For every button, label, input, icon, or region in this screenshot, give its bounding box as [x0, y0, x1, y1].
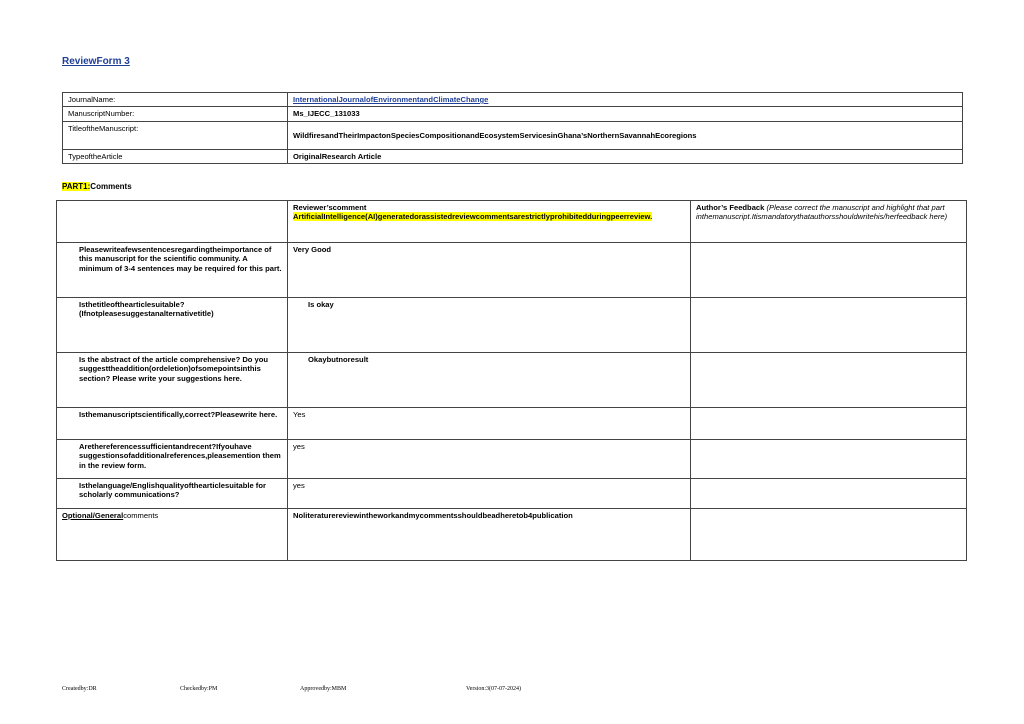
manuscript-info-table: [62, 92, 963, 164]
form-title: ReviewForm 3: [62, 56, 130, 67]
author-feedback-cell[interactable]: [691, 479, 967, 509]
journal-row: [63, 93, 963, 107]
comment-title: Is okay: [288, 298, 691, 353]
question-abstract: Is the abstract of the article comprehensive? Do you suggesttheaddition(ordeletion)ofsomepointsinthis section? Please write your suggestions here.: [57, 353, 288, 408]
question-references: Arethereferencessufficientandrecent?Ifyouhave suggestionsofadditionalreferences,pleasemention them in the review form.: [57, 440, 288, 479]
table-row: [57, 479, 967, 509]
comments-label: comments: [123, 511, 159, 520]
question-importance: Pleasewriteafewsentencesregardingtheimportance of this manuscript for the scientific community. A minimum of 3-4 sentences may be required for this part.: [57, 243, 288, 298]
author-feedback-cell[interactable]: [691, 243, 967, 298]
question-title: Isthetitleofthearticlesuitable? (Ifnotpleasesuggestanalternativetitle): [57, 298, 288, 353]
manuscript-number-label: ManuscriptNumber:: [63, 107, 288, 121]
comment-references: yes: [288, 440, 691, 479]
footer-created-by: Createdby:DR: [62, 686, 97, 692]
author-feedback-cell[interactable]: [691, 408, 967, 440]
footer-version: Version:3(07-07-2024): [466, 686, 521, 692]
question-language: Isthelanguage/Englishqualityofthearticlesuitable for scholarly communications?: [57, 479, 288, 509]
table-row: [57, 298, 967, 353]
part1-label: Comments: [90, 182, 132, 191]
manuscript-number-value: Ms_IJECC_131033: [288, 107, 963, 121]
comment-abstract: Okaybutnoresult: [288, 353, 691, 408]
comment-importance: Very Good: [288, 243, 691, 298]
header-empty-cell: [57, 201, 288, 243]
general-label: General: [94, 511, 124, 520]
optional-comment-text: Noliteraturereviewintheworkandmycommentsshouldbeadheretob4publication: [288, 509, 691, 561]
table-row: [57, 408, 967, 440]
optional-comments-label: [57, 509, 288, 561]
optional-comments-row: [57, 509, 967, 561]
part1-heading: [62, 182, 132, 191]
table-row: [57, 243, 967, 298]
reviewer-header-cell: [288, 201, 691, 243]
author-feedback-title: Author’s Feedback: [696, 203, 765, 212]
manuscript-number-row: [63, 107, 963, 121]
comment-language: yes: [288, 479, 691, 509]
optional-label: Optional: [62, 511, 93, 520]
author-feedback-cell[interactable]: [691, 440, 967, 479]
optional-separator: /: [92, 511, 95, 520]
table-row: [57, 353, 967, 408]
comment-scientific: Yes: [288, 408, 691, 440]
author-feedback-cell[interactable]: [691, 298, 967, 353]
footer-approved-by: Approvedby:MBM: [300, 686, 347, 692]
manuscript-title-row: [63, 121, 963, 149]
manuscript-title-value: WildfiresandTheirImpactonSpeciesCompositionandEcosystemServicesinGhana’sNorthernSavannahEcoregions: [288, 121, 963, 149]
part1-prefix: PART1:: [62, 182, 91, 191]
journal-label: JournalName:: [63, 93, 288, 107]
footer-checked-by: Checkedby:PM: [180, 686, 218, 692]
ai-prohibition-note: ArtificialIntelligence(AI)generatedorassistedreviewcommentsarestrictlyprohibitedduringpeerreview.: [293, 212, 653, 222]
author-header-cell: [691, 201, 967, 243]
author-feedback-cell[interactable]: [691, 353, 967, 408]
question-scientific: Isthemanuscriptscientifically,correct?Pleasewrite here.: [57, 408, 288, 440]
article-type-row: [63, 149, 963, 163]
journal-name-link[interactable]: [288, 93, 963, 107]
comments-table: [56, 200, 967, 561]
comments-header-row: [57, 201, 967, 243]
author-feedback-cell[interactable]: [691, 509, 967, 561]
article-type-label: TypeoftheArticle: [63, 149, 288, 163]
table-row: [57, 440, 967, 479]
journal-name[interactable]: InternationalJournalofEnvironmentandClimateChange: [293, 95, 489, 104]
manuscript-title-label: TitleoftheManuscript:: [63, 121, 288, 149]
author-feedback-note: (Please correct the manuscript and highlight that part inthemanuscript.Itismandatorythatauthorsshouldwritehis/herfeedback here): [696, 203, 948, 222]
reviewer-comment-title: Reviewer’scomment: [293, 203, 367, 212]
article-type-value: OriginalResearch Article: [288, 149, 963, 163]
